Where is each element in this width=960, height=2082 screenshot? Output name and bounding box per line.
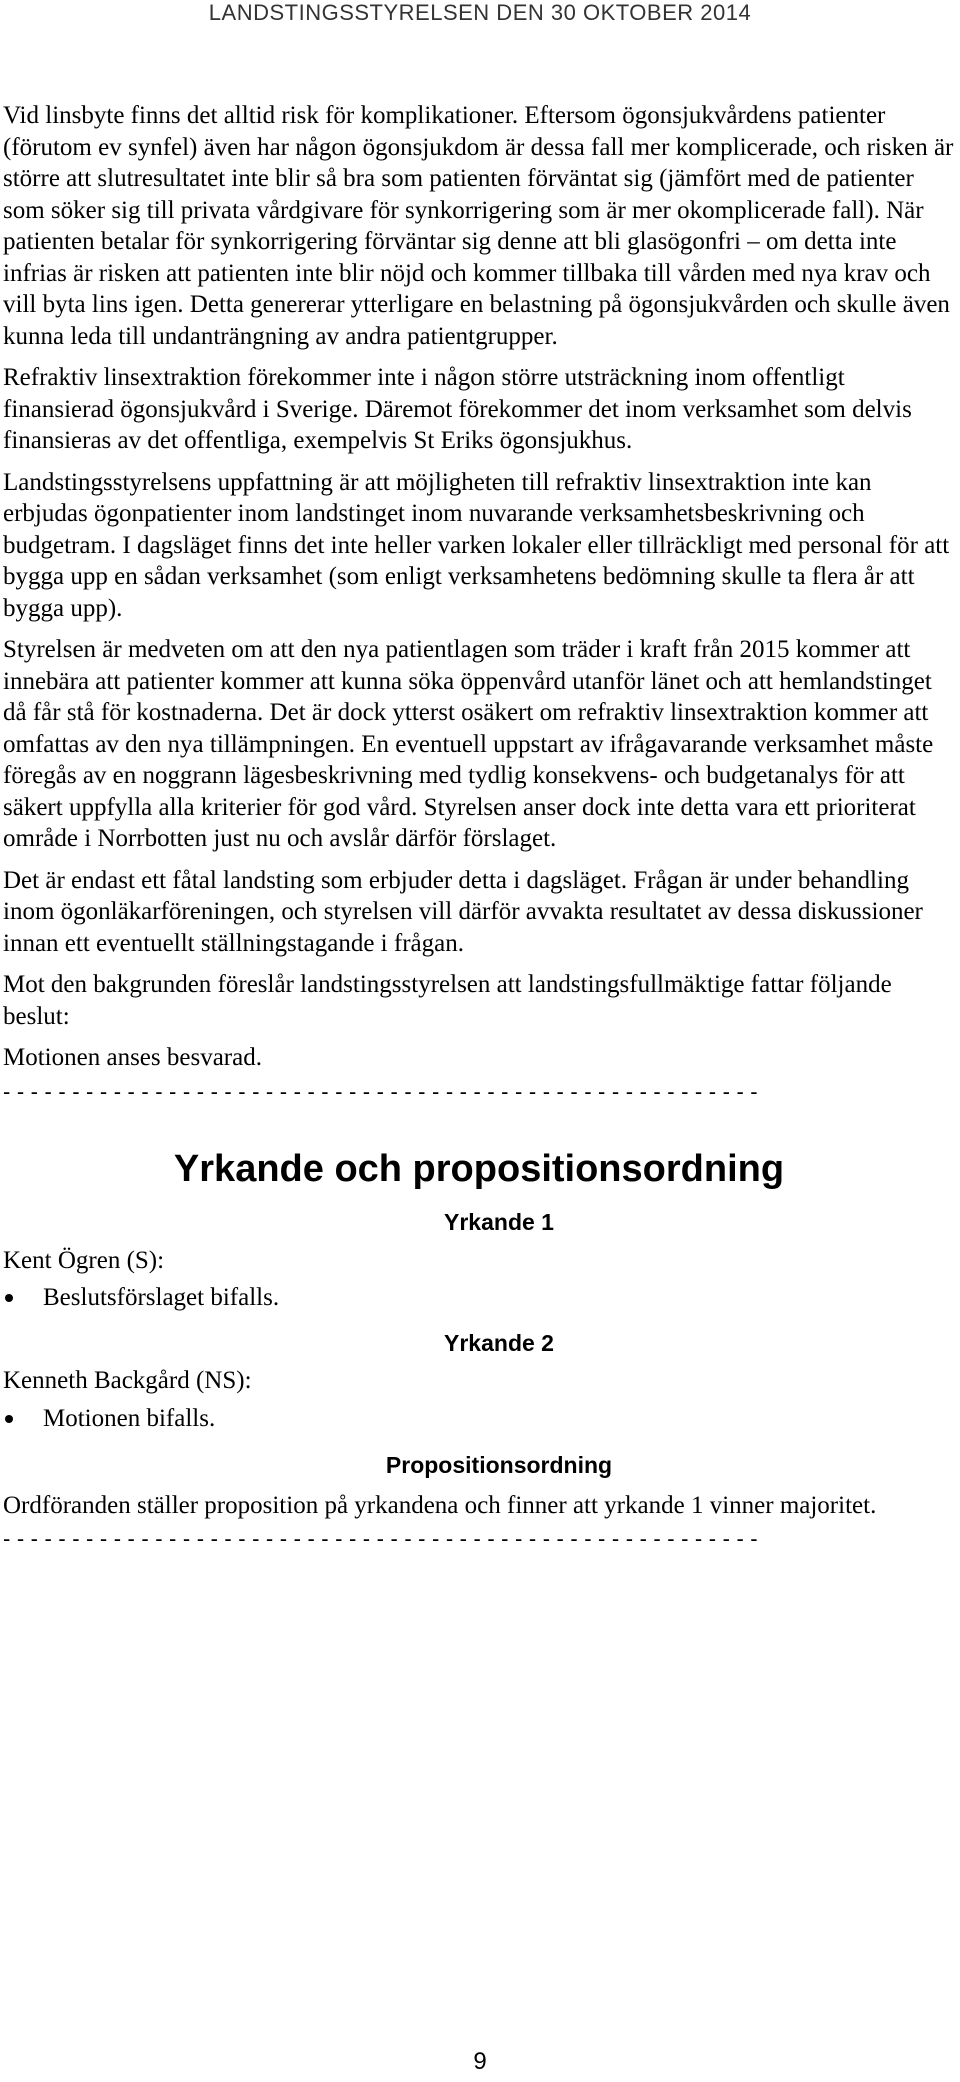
paragraph-decision: Motionen anses besvarad. <box>3 1044 262 1071</box>
page-header: LANDSTINGSSTYRELSEN DEN 30 OKTOBER 2014 <box>208 0 752 25</box>
list-item <box>3 1282 955 1314</box>
paragraph-board-opinion: Landstingsstyrelsens uppfattning är att möjligheten till refraktiv linsextraktion inte kan erbjudas ögonpatienter inom landstinget inom nuvarande verksamhetsbeskrivning och budgetram. I dagsläget finns det inte heller varken lokaler eller tillräckligt med personal för att bygga upp en sådan verksamhet (som enligt verksamhetens bedömning skulle ta flera år att bygga upp). <box>3 468 950 622</box>
document-body <box>3 100 955 1555</box>
motion-list-2 <box>3 1403 955 1435</box>
bullet-icon <box>5 1294 13 1302</box>
separator-line: - - - - - - - - - - - - - - - - - - - - - - - - - - - - - - - - - - - - - - - - - - - - - - - - - - - - - - - <box>3 1078 758 1104</box>
motion-speaker-1: Kent Ögren (S): <box>3 1246 165 1274</box>
paragraph-few-counties: Det är endast ett fåtal landsting som erbjuder detta i dagsläget. Frågan är under behandling inom ögonläkarföreningen, och styrelsen vill därför avvakta resultatet av dessa diskussioner innan ett eventuellt ställningstagande i frågan. <box>3 866 923 957</box>
paragraph-patient-law: Styrelsen är medveten om att den nya patientlagen som träder i kraft från 2015 kommer att innebära att patienter kommer att kunna söka öppenvård utanför länet och att hemlandstinget då får stå för kostnaderna. Det är dock ytterst osäkert om refraktiv linsextraktion kommer att omfattas av den nya tillämpningen. En eventuell uppstart av ifrågavarande verksamhet måste föregås av en noggrann lägesbeskrivning med tydlig konsekvens- och budgetanalys för att säkert uppfylla alla kriterier för god vård. Styrelsen anser dock inte detta vara ett prioriterat område i Norrbotten just nu och avslår därför förslaget. <box>3 636 934 852</box>
motion-speaker-2: Kenneth Backgård (NS): <box>3 1367 252 1394</box>
motion-list-1 <box>3 1282 955 1314</box>
motion-item-1: Beslutsförslaget bifalls. <box>43 1284 280 1311</box>
separator-line: - - - - - - - - - - - - - - - - - - - - - - - - - - - - - - - - - - - - - - - - - - - - - - - - - - - - - - - <box>3 1526 758 1551</box>
motion-item-2: Motionen bifalls. <box>43 1404 216 1432</box>
motion-heading-1: Yrkande 1 <box>444 1209 554 1235</box>
bullet-icon <box>5 1415 13 1423</box>
proposition-heading: Propositionsordning <box>385 1452 613 1478</box>
paragraph-refractive-extraction: Refraktiv linsextraktion förekommer inte i någon större utsträckning inom offentligt finansierad ögonsjukvård i Sverige. Däremot förekommer det inom verksamhet som delvis finansieras av det offentliga, exempelvis St Eriks ögonsjukhus. <box>3 364 912 454</box>
proposition-text: Ordföranden ställer proposition på yrkandena och finner att yrkande 1 vinner majoritet. <box>3 1491 877 1519</box>
list-item <box>3 1403 955 1435</box>
motion-heading-2: Yrkande 2 <box>444 1329 554 1356</box>
paragraph-complications: Vid linsbyte finns det alltid risk för komplikationer. Eftersom ögonsjukvårdens patienter (förutom ev synfel) även har någon ögonsjukdom är dessa fall mer komplicerade, och risken är större att slutresultatet inte blir så bra som patienten förväntat sig (jämfört med de patienter som söker sig till privata vårdgivare för synkorrigering som är mer okomplicerade fall). När patienten betalar för synkorrigering förväntar sig denne att bli glasögonfri – om detta inte infrias är risken att patienten inte blir nöjd och kommer tillbaka till vården med nya krav och vill byta lins igen. Detta genererar ytterligare en belastning på ögonsjukvården och skulle även kunna leda till undanträngning av andra patientgrupper. <box>3 102 954 350</box>
page-number: 9 <box>473 2048 487 2075</box>
section-title: Yrkande och propositionsordning <box>173 1148 785 1190</box>
paragraph-proposal: Mot den bakgrunden föreslår landstingsstyrelsen att landstingsfullmäktige fattar följande beslut: <box>3 971 892 1030</box>
